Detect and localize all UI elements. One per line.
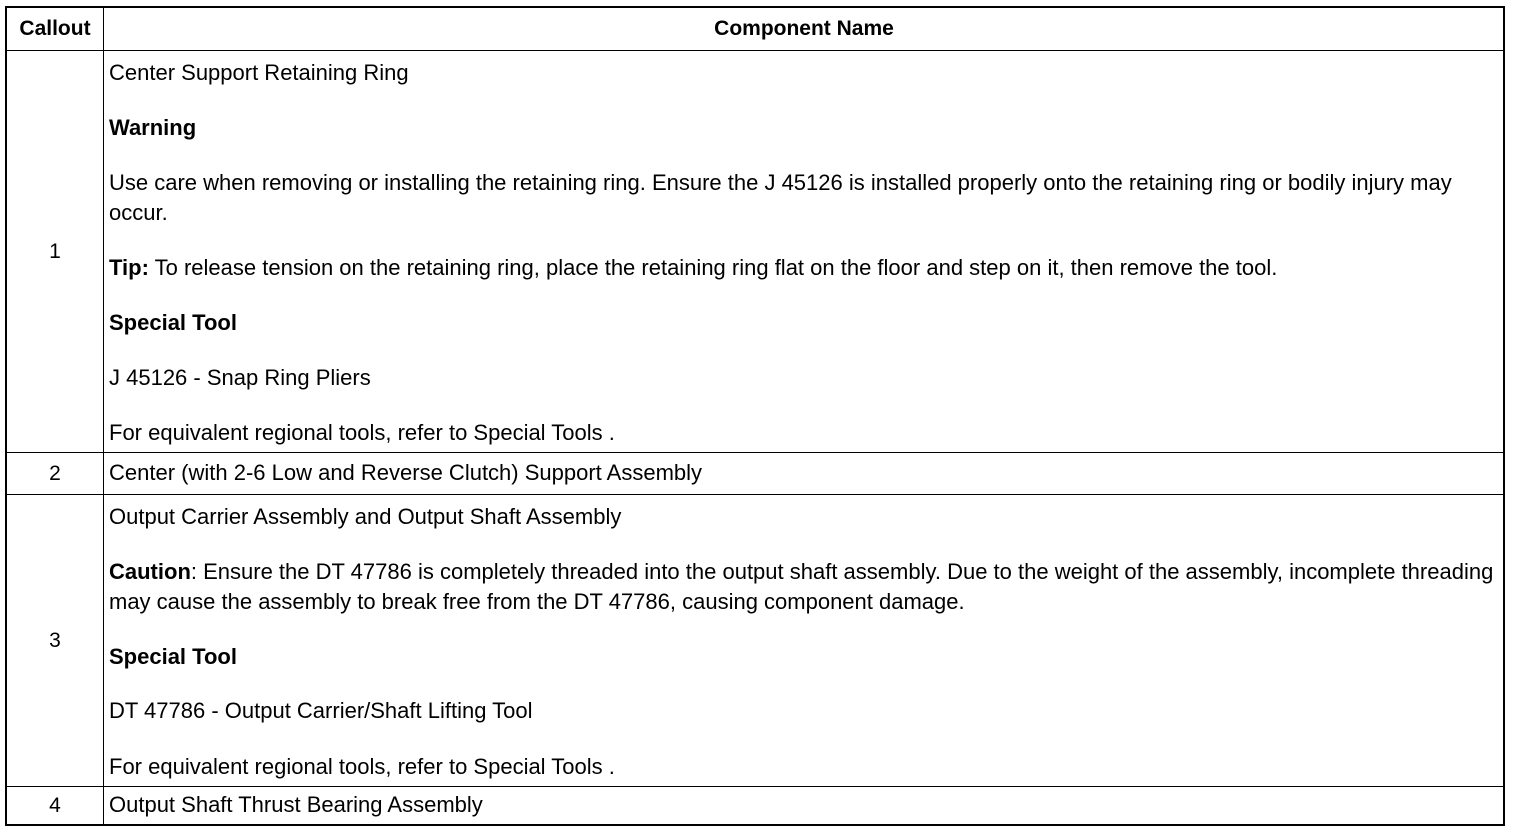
warning-label: Warning: [109, 115, 197, 140]
warning-text: Use care when removing or installing the retaining ring. Ensure the J 45126 is installed properly onto the retaining ring or bodily injury may occur.: [109, 170, 1452, 225]
caution-paragraph: [109, 557, 1495, 617]
component-title: Output Shaft Thrust Bearing Assembly: [109, 792, 483, 817]
table-row: [7, 452, 1503, 494]
tip-text: To release tension on the retaining ring, place the retaining ring flat on the floor and step on it, then remove the tool.: [148, 255, 1278, 280]
special-tool-name: J 45126 - Snap Ring Pliers: [109, 365, 371, 390]
regional-tools-note: For equivalent regional tools, refer to Special Tools .: [109, 754, 615, 779]
special-tool-label: Special Tool: [109, 644, 237, 669]
regional-tools-note: For equivalent regional tools, refer to Special Tools .: [109, 420, 615, 445]
table-row: [7, 50, 1503, 452]
component-title: Center Support Retaining Ring: [109, 60, 409, 85]
caution-text: : Ensure the DT 47786 is completely threaded into the output shaft assembly. Due to the weight of the assembly, incomplete threading may cause the assembly to break free from the DT 47786, causing component damage.: [109, 559, 1494, 614]
callout-number: 3: [7, 495, 104, 786]
component-name-column-header: Component Name: [714, 17, 894, 40]
callout-number: 1: [7, 51, 104, 452]
component-title: Center (with 2-6 Low and Reverse Clutch) Support Assembly: [109, 460, 703, 485]
tip-label: Tip:: [109, 255, 149, 280]
table-header: [7, 8, 1503, 50]
component-cell: [105, 453, 1503, 494]
table-row: [7, 494, 1503, 786]
callout-number: 2: [7, 453, 104, 494]
component-cell: [105, 495, 1503, 786]
callout-number: 4: [7, 787, 104, 824]
tip-paragraph: [109, 253, 1495, 283]
component-cell: [105, 787, 1503, 824]
component-title: Output Carrier Assembly and Output Shaft Assembly: [109, 504, 622, 529]
special-tool-label: Special Tool: [109, 310, 237, 335]
caution-label: Caution: [109, 559, 191, 584]
table-row: [7, 786, 1503, 824]
special-tool-name: DT 47786 - Output Carrier/Shaft Lifting Tool: [109, 698, 533, 723]
component-cell: [105, 51, 1503, 452]
components-table: [5, 6, 1505, 826]
callout-column-header: Callout: [7, 8, 104, 50]
